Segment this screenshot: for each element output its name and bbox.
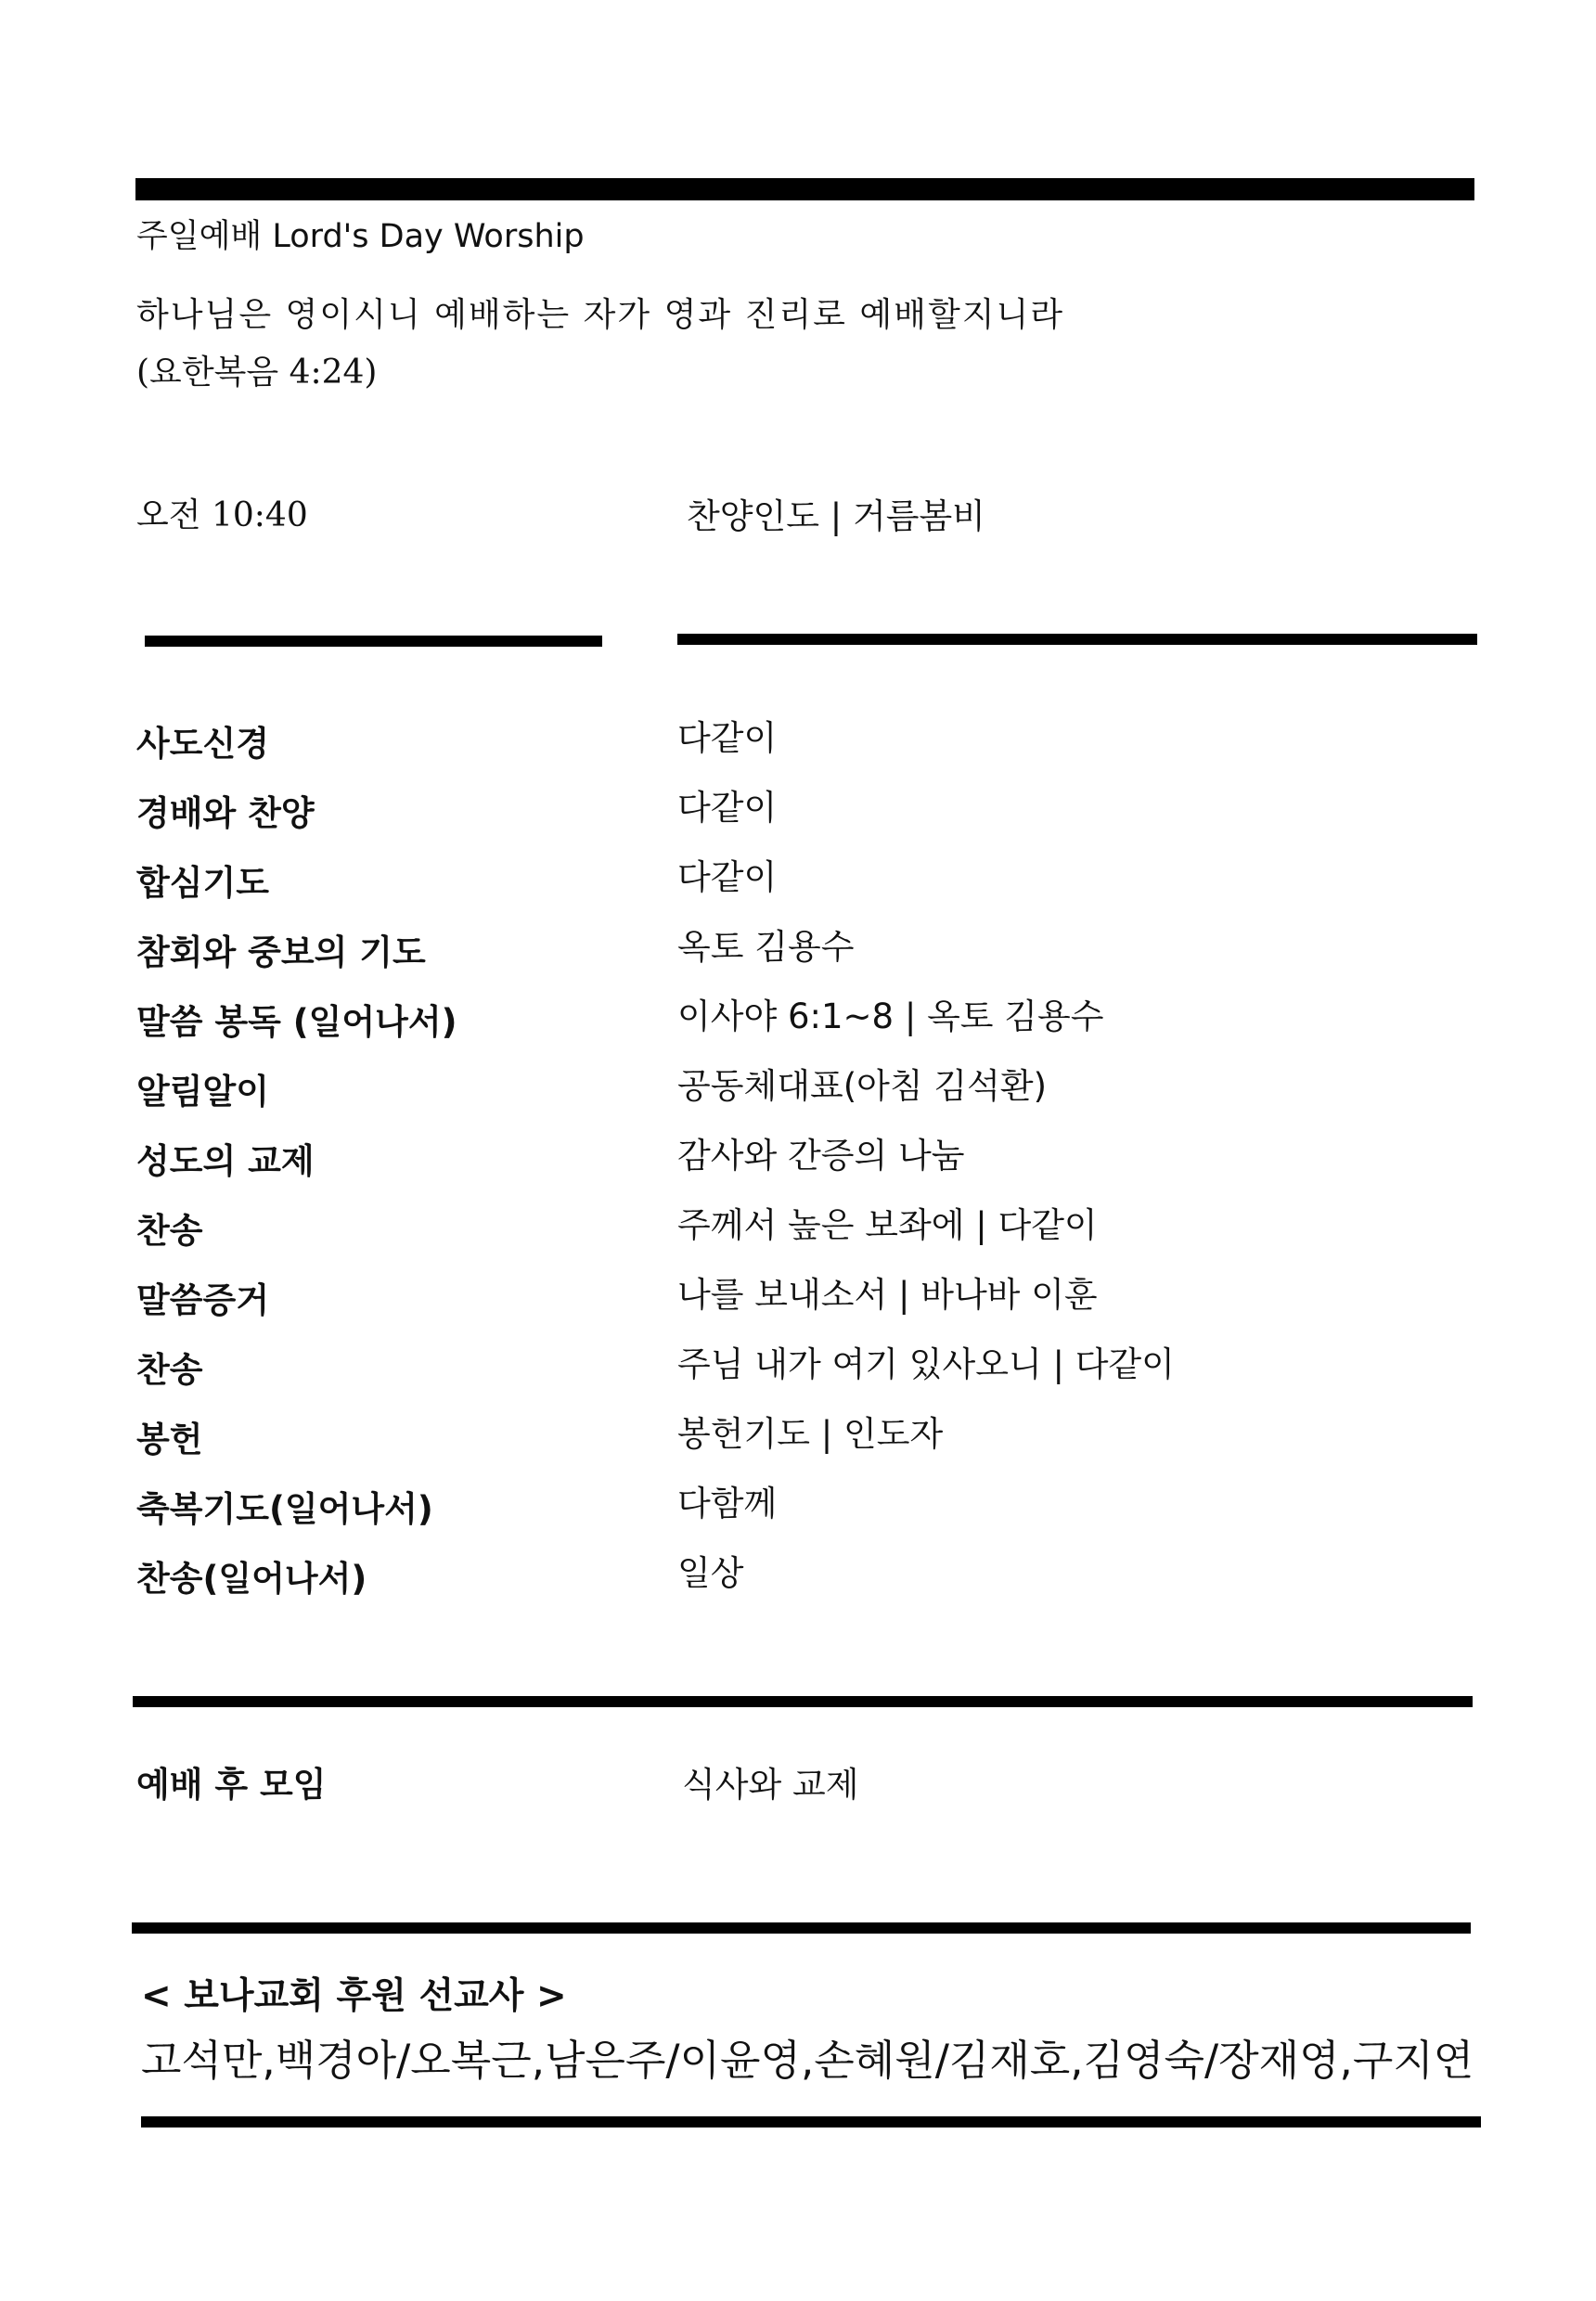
order-item: 성도의 교제 <box>136 1141 315 1181</box>
missionary-divider <box>132 1922 1471 1934</box>
order-detail: 주께서 높은 보좌에 | 다같이 <box>677 1205 1098 1245</box>
order-row <box>136 1063 1435 1119</box>
order-detail: 다같이 <box>677 857 778 897</box>
order-item: 말씀 봉독 (일어나서) <box>136 1002 457 1042</box>
order-detail: 이사야 6:1~8 | 옥토 김용수 <box>677 996 1104 1036</box>
order-detail: 공동체대표(아침 김석환) <box>677 1066 1048 1106</box>
order-item: 알림알이 <box>136 1072 269 1112</box>
order-detail: 봉헌기도 | 인도자 <box>677 1414 944 1454</box>
order-detail: 옥토 김용수 <box>677 927 855 967</box>
order-detail: 다함께 <box>677 1484 778 1523</box>
order-item: 합심기도 <box>136 863 269 903</box>
order-item: 축복기도(일어나서) <box>136 1489 433 1529</box>
order-row <box>136 715 1435 771</box>
order-detail: 주님 내가 여기 있사오니 | 다같이 <box>677 1344 1175 1384</box>
worship-leader: 찬양인도 | 거름봄비 <box>687 496 985 536</box>
order-divider-right <box>677 634 1477 645</box>
order-row <box>136 1411 1435 1467</box>
order-row <box>136 855 1435 910</box>
order-item: 찬송 <box>136 1350 203 1390</box>
order-detail: 다같이 <box>677 718 778 758</box>
order-item: 참회와 중보의 기도 <box>136 932 426 972</box>
order-item: 찬송(일어나서) <box>136 1559 367 1599</box>
order-item: 찬송 <box>136 1211 203 1251</box>
order-row <box>136 1202 1435 1258</box>
missionary-heading: < 보나교회 후원 선교사 > <box>141 1975 567 2017</box>
order-row <box>136 924 1435 980</box>
order-row <box>136 994 1435 1049</box>
order-row <box>136 1272 1435 1328</box>
order-item: 말씀증거 <box>136 1280 269 1320</box>
order-row <box>136 1342 1435 1397</box>
order-detail: 다같이 <box>677 788 778 828</box>
order-item: 경배와 찬양 <box>136 793 315 833</box>
order-item: 봉헌 <box>136 1420 203 1459</box>
scripture-reference: (요한복음 4:24) <box>136 354 378 392</box>
top-divider <box>135 178 1474 200</box>
service-time: 오전 10:40 <box>136 496 308 534</box>
order-row <box>136 1133 1435 1189</box>
order-divider-left <box>145 636 602 647</box>
after-service-value: 식사와 교제 <box>682 1765 859 1805</box>
scripture-verse: 하나님은 영이시니 예배하는 자가 영과 진리로 예배할지니라 <box>136 296 1065 334</box>
bottom-divider <box>141 2116 1481 2127</box>
worship-title: 주일예배 Lord's Day Worship <box>136 218 585 255</box>
order-row <box>136 1550 1435 1606</box>
missionary-names: 고석만,백경아/오복근,남은주/이윤영,손혜원/김재호,김영숙/장재영,구지연 <box>141 2036 1474 2085</box>
order-row <box>136 1481 1435 1536</box>
order-row <box>136 785 1435 841</box>
after-divider <box>133 1696 1473 1707</box>
order-detail: 나를 보내소서 | 바나바 이훈 <box>677 1275 1098 1315</box>
order-detail: 감사와 간증의 나눔 <box>677 1136 965 1176</box>
order-item: 사도신경 <box>136 724 269 764</box>
after-service-label: 예배 후 모임 <box>136 1765 327 1805</box>
order-detail: 일상 <box>677 1553 744 1593</box>
